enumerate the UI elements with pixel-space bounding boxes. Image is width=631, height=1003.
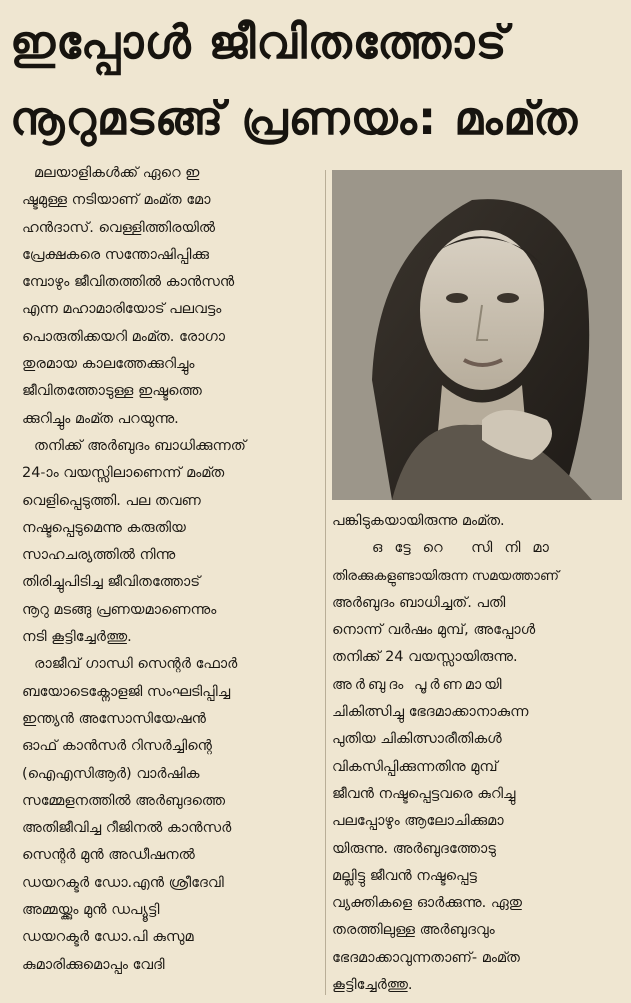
- paragraph-2: [22, 433, 318, 651]
- paragraph-1: [22, 160, 318, 433]
- text-line: ജീവിതത്തോടുള്ള ഇഷ്ടത്തെ: [22, 383, 202, 400]
- text-line: ക്കുറിച്ചും മംമ്ത പറയുന്നു.: [22, 410, 179, 427]
- headline-line-1: ഇപ്പോൾ ജീവിതത്തോട്: [10, 15, 508, 69]
- headline: [10, 4, 622, 156]
- text-line: പലപ്പോഴും ആലോചിക്കുമാ: [332, 813, 504, 830]
- text-line: പുതിയ ചികിത്സാരീതികൾ: [332, 731, 502, 748]
- text-line: നടി കൂട്ടിച്ചേർത്തു.: [22, 629, 132, 646]
- text-line: ഹൻദാസ്. വെള്ളിത്തിരയിൽ: [22, 219, 216, 236]
- text-line: രാജീവ് ഗാന്ധി സെന്റർ ഫോർ: [34, 656, 238, 673]
- text-line: വികസിപ്പിക്കുന്നതിനു മുമ്പ്: [332, 758, 498, 775]
- text-line: ഡയറക്ടർ ഡോ.പി കുസുമ: [22, 929, 194, 946]
- text-line: ബയോടെക്നോളജി സംഘടിപ്പിച്ച: [22, 683, 231, 700]
- text-line: നൂറു മടങ്ങു പ്രണയമാണെന്നും: [22, 601, 217, 618]
- text-line: ഷ്ടമുള്ള നടിയാണ് മംമ്ത മോ: [22, 192, 211, 209]
- text-line: ഭേദമാക്കാവുന്നതാണ്- മംമ്ത: [332, 949, 520, 966]
- text-line: നഷ്ടപ്പെടുമെന്നു കരുതിയ: [22, 519, 186, 536]
- text-line: യിരുന്നു. അർബുദത്തോടു: [332, 840, 496, 857]
- column-divider: [325, 170, 326, 995]
- paragraph-4: [332, 508, 622, 535]
- text-line: തനിക്ക് 24 വയസ്സായിരുന്നു.: [332, 649, 518, 666]
- text-line: തുരമായ കാലത്തേക്കുറിച്ചും: [22, 356, 195, 373]
- text-line: ഒട്ടേറെ സിനിമാ: [372, 540, 561, 557]
- text-line: അർബുദം പൂർണമായി: [332, 676, 505, 693]
- left-column: [22, 160, 318, 979]
- text-line: 24-ാം വയസ്സിലാണെന്ന് മംമ്ത: [22, 465, 225, 482]
- text-line: അമ്മയ്ക്കും മുൻ ഡപ്യൂട്ടി: [22, 902, 160, 919]
- text-line: മല്ലിട്ടു ജീവൻ നഷ്ടപ്പെട്ട: [332, 867, 477, 884]
- text-line: പ്രേക്ഷകരെ സന്തോഷിപ്പിക്കു: [22, 246, 210, 263]
- text-line: വെളിപ്പെടുത്തി. പല തവണ: [22, 492, 201, 509]
- text-line: മ്പോഴും ജീവിതത്തിൽ കാൻസൻ: [22, 274, 235, 291]
- text-line: ഓഫ് കാൻസർ റിസർച്ചിന്റെ: [22, 738, 212, 755]
- portrait-photo-icon: [332, 170, 622, 500]
- text-line: തിരിച്ചുപിടിച്ച ജീവിതത്തോട്: [22, 574, 201, 591]
- text-line: എന്ന മഹാമാരിയോട് പലവട്ടം: [22, 301, 222, 318]
- text-line: മലയാളികൾക്ക് ഏറെ ഇ: [34, 165, 200, 181]
- right-column: [332, 508, 622, 999]
- text-line: ചികിത്സിച്ചു ഭേദമാക്കാനാകുന്ന: [332, 704, 529, 721]
- text-line: (ഐഎസിആർ) വാർഷിക: [22, 765, 200, 782]
- text-line: കൂട്ടിച്ചേർത്തു.: [332, 977, 413, 994]
- text-line: തരത്തിലുള്ള അർബുദവും: [332, 922, 495, 939]
- text-line: കുമാരിക്കുമൊപ്പം വേദി: [22, 956, 165, 973]
- paragraph-5: [332, 535, 622, 999]
- text-line: സാഹചര്യത്തിൽ നിന്നു: [22, 547, 176, 564]
- text-line: തിരക്കുകളുണ്ടായിരുന്ന സമയത്താണ്: [332, 567, 559, 584]
- text-line: നൊന്ന് വർഷം മുമ്പ്, അപ്പോൾ: [332, 622, 536, 639]
- text-line: ഡയറക്ടർ ഡോ.എൻ ശ്രീദേവി: [22, 874, 224, 891]
- text-line: പങ്കിടുകയായിരുന്നു മംമ്ത.: [332, 513, 505, 529]
- paragraph-3: [22, 651, 318, 979]
- text-line: അർബുദം ബാധിച്ചത്. പതി: [332, 594, 506, 611]
- text-line: പൊരുതിക്കയറി മംമ്ത. രോഗാ: [22, 328, 225, 345]
- text-line: സമ്മേളനത്തിൽ അർബുദത്തെ: [22, 792, 226, 809]
- headline-line-2: നൂറുമടങ്ങ് പ്രണയം: മംമ്ത: [10, 91, 579, 145]
- text-line: ജീവൻ നഷ്ടപ്പെട്ടവരെ കുറിച്ചു: [332, 785, 516, 802]
- text-line: ഇന്ത്യൻ അസോസിയേഷൻ: [22, 710, 206, 727]
- text-line: തനിക്ക് അർബുദം ബാധിക്കുന്നത്: [34, 437, 246, 454]
- text-line: വ്യക്തികളെ ഓർക്കുന്നു. ഏതു: [332, 895, 523, 912]
- text-line: സെന്റർ മുൻ അഡീഷനൽ: [22, 847, 195, 864]
- portrait-photo: [332, 170, 622, 500]
- text-line: അതിജീവിച്ച റീജിനൽ കാൻസർ: [22, 820, 232, 837]
